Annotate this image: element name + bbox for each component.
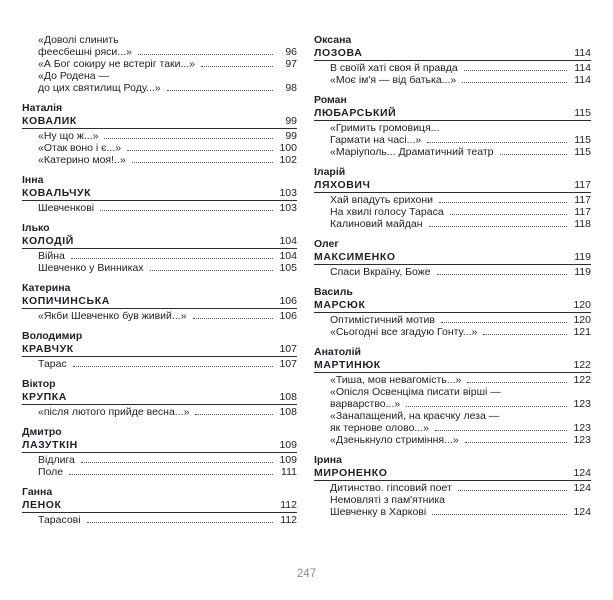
author-group bbox=[22, 426, 297, 478]
entry-title: Війна bbox=[38, 250, 65, 262]
entry-title: «Маріуполь... Драматичний театр bbox=[330, 146, 494, 158]
author-page: 119 bbox=[574, 251, 591, 263]
toc-entry bbox=[22, 130, 297, 142]
author-rule bbox=[22, 452, 297, 453]
toc-entry bbox=[22, 142, 297, 154]
author-surname: ЛЮБАРСЬКИЙ bbox=[314, 107, 397, 119]
author-page: 115 bbox=[574, 107, 591, 119]
author-surname: КРАВЧУК bbox=[22, 343, 74, 355]
entry-page: 111 bbox=[281, 466, 297, 478]
entry-title: «після лютого прийде весна...» bbox=[38, 406, 190, 418]
toc-entry bbox=[22, 358, 297, 370]
author-surname: ЛЕНОК bbox=[22, 499, 62, 511]
author-rule bbox=[314, 480, 591, 481]
author-group bbox=[314, 286, 591, 338]
dot-leader bbox=[437, 274, 567, 275]
author-page: 108 bbox=[279, 391, 297, 403]
author-first-name: Наталія bbox=[22, 102, 63, 114]
dot-leader bbox=[450, 214, 567, 215]
author-rule bbox=[22, 356, 297, 357]
dot-leader bbox=[81, 462, 273, 463]
author-rule bbox=[314, 120, 591, 121]
author-first-name: Оксана bbox=[314, 34, 352, 46]
author-page: 114 bbox=[574, 47, 591, 59]
entry-title: Спаси Вкраїну, Боже bbox=[330, 266, 431, 278]
dot-leader bbox=[69, 474, 273, 475]
dot-leader bbox=[104, 138, 273, 139]
author-group bbox=[22, 102, 297, 166]
entry-page: 109 bbox=[279, 454, 297, 466]
author-rule bbox=[22, 200, 297, 201]
dot-leader bbox=[465, 442, 567, 443]
author-heading bbox=[22, 222, 297, 247]
author-first-name: Ірина bbox=[314, 454, 342, 466]
author-surname: МАРСЮК bbox=[314, 299, 366, 311]
author-surname: МАКСИМЕНКО bbox=[314, 251, 396, 263]
entry-title: до цих святилищ Роду...» bbox=[38, 82, 161, 94]
toc-entry bbox=[314, 194, 591, 206]
entry-page: 104 bbox=[279, 250, 297, 262]
page-number: 247 bbox=[296, 568, 317, 580]
author-heading bbox=[314, 166, 591, 191]
author-first-name: Анатолій bbox=[314, 346, 361, 358]
entry-title: Поле bbox=[38, 466, 64, 478]
author-surname: ЛАЗУТКІН bbox=[22, 439, 78, 451]
entry-page: 103 bbox=[279, 202, 297, 214]
author-surname: КОВАЛИК bbox=[22, 115, 77, 127]
entry-page: 114 bbox=[574, 62, 591, 74]
entry-page: 96 bbox=[285, 46, 297, 58]
entry-title: як тернове олово...» bbox=[330, 422, 430, 434]
author-rule bbox=[314, 60, 591, 61]
toc-entry bbox=[314, 74, 591, 86]
entry-title: Тарас bbox=[38, 358, 67, 370]
entry-title: Калиновий майдан bbox=[330, 218, 423, 230]
entry-title-line: Немовляті з пам'ятника bbox=[330, 494, 445, 506]
entry-title: «Якби Шевченко був живий...» bbox=[38, 310, 187, 322]
entry-page: 122 bbox=[573, 374, 591, 386]
entry-title: Хай впадуть єрихони bbox=[330, 194, 434, 206]
author-group bbox=[314, 346, 591, 446]
entry-title-line: «Занапащений, на краєчку леза — bbox=[330, 410, 500, 422]
entry-page: 115 bbox=[574, 134, 591, 146]
entry-page: 98 bbox=[285, 82, 297, 94]
entry-title: «Моє ім'я — від батька...» bbox=[330, 74, 457, 86]
author-rule bbox=[22, 248, 297, 249]
author-group bbox=[22, 378, 297, 418]
toc-entry bbox=[22, 454, 297, 466]
author-surname: КОВАЛЬЧУК bbox=[22, 187, 92, 199]
author-heading bbox=[314, 346, 591, 371]
author-heading bbox=[314, 238, 591, 263]
author-page: 124 bbox=[573, 467, 591, 479]
toc-entry bbox=[22, 406, 297, 418]
entry-page: 123 bbox=[573, 398, 591, 410]
entry-title: На хвилі голосу Тараса bbox=[330, 206, 444, 218]
dot-leader bbox=[500, 154, 567, 155]
toc-entry bbox=[314, 146, 591, 158]
dot-leader bbox=[435, 430, 567, 431]
dot-leader bbox=[87, 522, 273, 523]
entry-title: Оптимістичний мотив bbox=[330, 314, 435, 326]
entry-page: 115 bbox=[574, 146, 591, 158]
author-group bbox=[22, 282, 297, 322]
toc-entry bbox=[314, 62, 591, 74]
author-first-name: Олег bbox=[314, 238, 339, 250]
author-first-name: Ганна bbox=[22, 486, 53, 498]
dot-leader bbox=[150, 270, 273, 271]
toc-entry bbox=[314, 134, 591, 146]
entry-page: 108 bbox=[279, 406, 297, 418]
entry-title: варварство...» bbox=[330, 398, 401, 410]
toc-entry bbox=[314, 218, 591, 230]
author-rule bbox=[22, 128, 297, 129]
toc-entry bbox=[22, 154, 297, 166]
entry-title: «Тиша, мов невагомість...» bbox=[330, 374, 462, 386]
author-rule bbox=[22, 404, 297, 405]
dot-leader bbox=[483, 334, 567, 335]
author-heading bbox=[314, 94, 591, 119]
dot-leader bbox=[429, 226, 567, 227]
entry-title: Шевченку в Харкові bbox=[330, 506, 427, 518]
author-group bbox=[314, 454, 591, 518]
entry-page: 120 bbox=[573, 314, 591, 326]
dot-leader bbox=[132, 162, 273, 163]
author-rule bbox=[22, 512, 297, 513]
author-surname: ЛЯХОВИЧ bbox=[314, 179, 371, 191]
entry-title: Тарасові bbox=[38, 514, 81, 526]
author-group bbox=[22, 486, 297, 526]
author-page: 117 bbox=[574, 179, 591, 191]
author-first-name: Інна bbox=[22, 174, 44, 186]
entry-title: «Дзенькнуло стриміння...» bbox=[330, 434, 459, 446]
entry-page: 121 bbox=[573, 326, 591, 338]
author-heading bbox=[22, 282, 297, 307]
author-page: 106 bbox=[279, 295, 297, 307]
toc-entry bbox=[314, 398, 591, 410]
dot-leader bbox=[100, 210, 273, 211]
toc-entry bbox=[22, 262, 297, 274]
entry-page: 119 bbox=[574, 266, 591, 278]
author-group bbox=[22, 222, 297, 274]
entry-title-line: «До Родена — bbox=[38, 70, 109, 82]
dot-leader bbox=[441, 322, 567, 323]
toc-entry bbox=[22, 466, 297, 478]
author-rule bbox=[314, 192, 591, 193]
author-surname: КРУПКА bbox=[22, 391, 67, 403]
toc-entry bbox=[314, 206, 591, 218]
entry-title: Дитинство. гіпсовий поет bbox=[330, 482, 452, 494]
author-group bbox=[22, 34, 297, 94]
dot-leader bbox=[462, 82, 567, 83]
entry-title: феесбешні ряси...» bbox=[38, 46, 132, 58]
author-group bbox=[314, 166, 591, 230]
toc-entry bbox=[314, 482, 591, 494]
dot-leader bbox=[464, 70, 567, 71]
entry-page: 118 bbox=[574, 218, 591, 230]
author-group bbox=[314, 94, 591, 158]
toc-entry bbox=[314, 326, 591, 338]
entry-title: «Сьогодні все згадую Гонту...» bbox=[330, 326, 478, 338]
author-page: 109 bbox=[279, 439, 297, 451]
toc-entry bbox=[22, 250, 297, 262]
toc-entry bbox=[314, 374, 591, 386]
entry-page: 105 bbox=[279, 262, 297, 274]
entry-title: «Катерино моя!..» bbox=[38, 154, 126, 166]
author-heading bbox=[314, 454, 591, 479]
dot-leader bbox=[432, 514, 567, 515]
toc-entry bbox=[314, 434, 591, 446]
entry-title: «Ну що ж...» bbox=[38, 130, 99, 142]
dot-leader bbox=[406, 406, 567, 407]
dot-leader bbox=[167, 90, 273, 91]
entry-title: Відлига bbox=[38, 454, 75, 466]
toc-entry bbox=[314, 266, 591, 278]
toc-entry bbox=[314, 314, 591, 326]
dot-leader bbox=[458, 490, 567, 491]
author-page: 112 bbox=[280, 499, 297, 511]
author-heading bbox=[22, 102, 297, 127]
author-group bbox=[314, 238, 591, 278]
entry-page: 107 bbox=[279, 358, 297, 370]
entry-title: Шевченко у Винниках bbox=[38, 262, 144, 274]
entry-page: 112 bbox=[280, 514, 297, 526]
dot-leader bbox=[201, 66, 273, 67]
toc-entry bbox=[22, 514, 297, 526]
author-first-name: Ілько bbox=[22, 222, 50, 234]
toc-entry bbox=[22, 310, 297, 322]
dot-leader bbox=[138, 54, 273, 55]
toc-right-column bbox=[314, 34, 591, 526]
author-heading bbox=[22, 330, 297, 355]
entry-title: «Гримить громовиця... bbox=[330, 122, 440, 134]
entry-page: 97 bbox=[285, 58, 297, 70]
dot-leader bbox=[71, 258, 273, 259]
toc-entry bbox=[22, 46, 297, 58]
entry-title-line: «Опісля Освенціма писати вірші — bbox=[330, 386, 501, 398]
toc-left-column bbox=[22, 34, 297, 534]
author-group bbox=[314, 34, 591, 86]
author-heading bbox=[314, 34, 591, 59]
author-page: 104 bbox=[279, 235, 297, 247]
author-heading bbox=[22, 426, 297, 451]
entry-page: 123 bbox=[573, 434, 591, 446]
author-group bbox=[22, 330, 297, 370]
author-first-name: Василь bbox=[314, 286, 353, 298]
entry-title: Шевченкові bbox=[38, 202, 95, 214]
author-surname: ЛОЗОВА bbox=[314, 47, 363, 59]
author-surname: КОЛОДІЙ bbox=[22, 235, 74, 247]
author-heading bbox=[314, 286, 591, 311]
toc-entry bbox=[22, 82, 297, 94]
author-surname: КОПИЧИНСЬКА bbox=[22, 295, 110, 307]
author-heading bbox=[22, 486, 297, 511]
dot-leader bbox=[427, 142, 567, 143]
author-surname: МИРОНЕНКО bbox=[314, 467, 388, 479]
author-heading bbox=[22, 174, 297, 199]
dot-leader bbox=[467, 382, 567, 383]
entry-title-line: «Доволі слинить bbox=[38, 34, 119, 46]
entry-page: 117 bbox=[574, 194, 591, 206]
entry-title: «Отак воно і є...» bbox=[38, 142, 122, 154]
entry-page: 124 bbox=[573, 482, 591, 494]
entry-title: «А Бог сокиру не встеріг таки...» bbox=[38, 58, 196, 70]
toc-entry bbox=[22, 202, 297, 214]
dot-leader bbox=[73, 366, 273, 367]
entry-page: 106 bbox=[279, 310, 297, 322]
author-page: 99 bbox=[285, 115, 297, 127]
dot-leader bbox=[195, 414, 273, 415]
entry-page: 124 bbox=[573, 506, 591, 518]
toc-entry bbox=[314, 122, 591, 134]
author-first-name: Дмитро bbox=[22, 426, 62, 438]
author-rule bbox=[314, 312, 591, 313]
toc-entry bbox=[314, 422, 591, 434]
author-first-name: Катерина bbox=[22, 282, 71, 294]
author-rule bbox=[22, 308, 297, 309]
entry-page: 100 bbox=[279, 142, 297, 154]
toc-entry bbox=[22, 58, 297, 70]
dot-leader bbox=[439, 202, 567, 203]
entry-page: 102 bbox=[279, 154, 297, 166]
entry-page: 117 bbox=[574, 206, 591, 218]
entry-page: 123 bbox=[573, 422, 591, 434]
author-first-name: Віктор bbox=[22, 378, 56, 390]
toc-entry bbox=[314, 506, 591, 518]
author-page: 120 bbox=[573, 299, 591, 311]
entry-title: Гармати на часі...» bbox=[330, 134, 422, 146]
author-group bbox=[22, 174, 297, 214]
author-page: 107 bbox=[279, 343, 297, 355]
entry-page: 114 bbox=[574, 74, 591, 86]
dot-leader bbox=[127, 150, 273, 151]
entry-page: 99 bbox=[285, 130, 297, 142]
author-first-name: Роман bbox=[314, 94, 347, 106]
author-rule bbox=[314, 372, 591, 373]
author-heading bbox=[22, 378, 297, 403]
author-surname: МАРТИНЮК bbox=[314, 359, 381, 371]
author-page: 122 bbox=[573, 359, 591, 371]
entry-title: В своїй хаті своя й правда bbox=[330, 62, 458, 74]
author-first-name: Іларій bbox=[314, 166, 346, 178]
author-first-name: Володимир bbox=[22, 330, 83, 342]
author-page: 103 bbox=[279, 187, 297, 199]
dot-leader bbox=[193, 318, 273, 319]
author-rule bbox=[314, 264, 591, 265]
